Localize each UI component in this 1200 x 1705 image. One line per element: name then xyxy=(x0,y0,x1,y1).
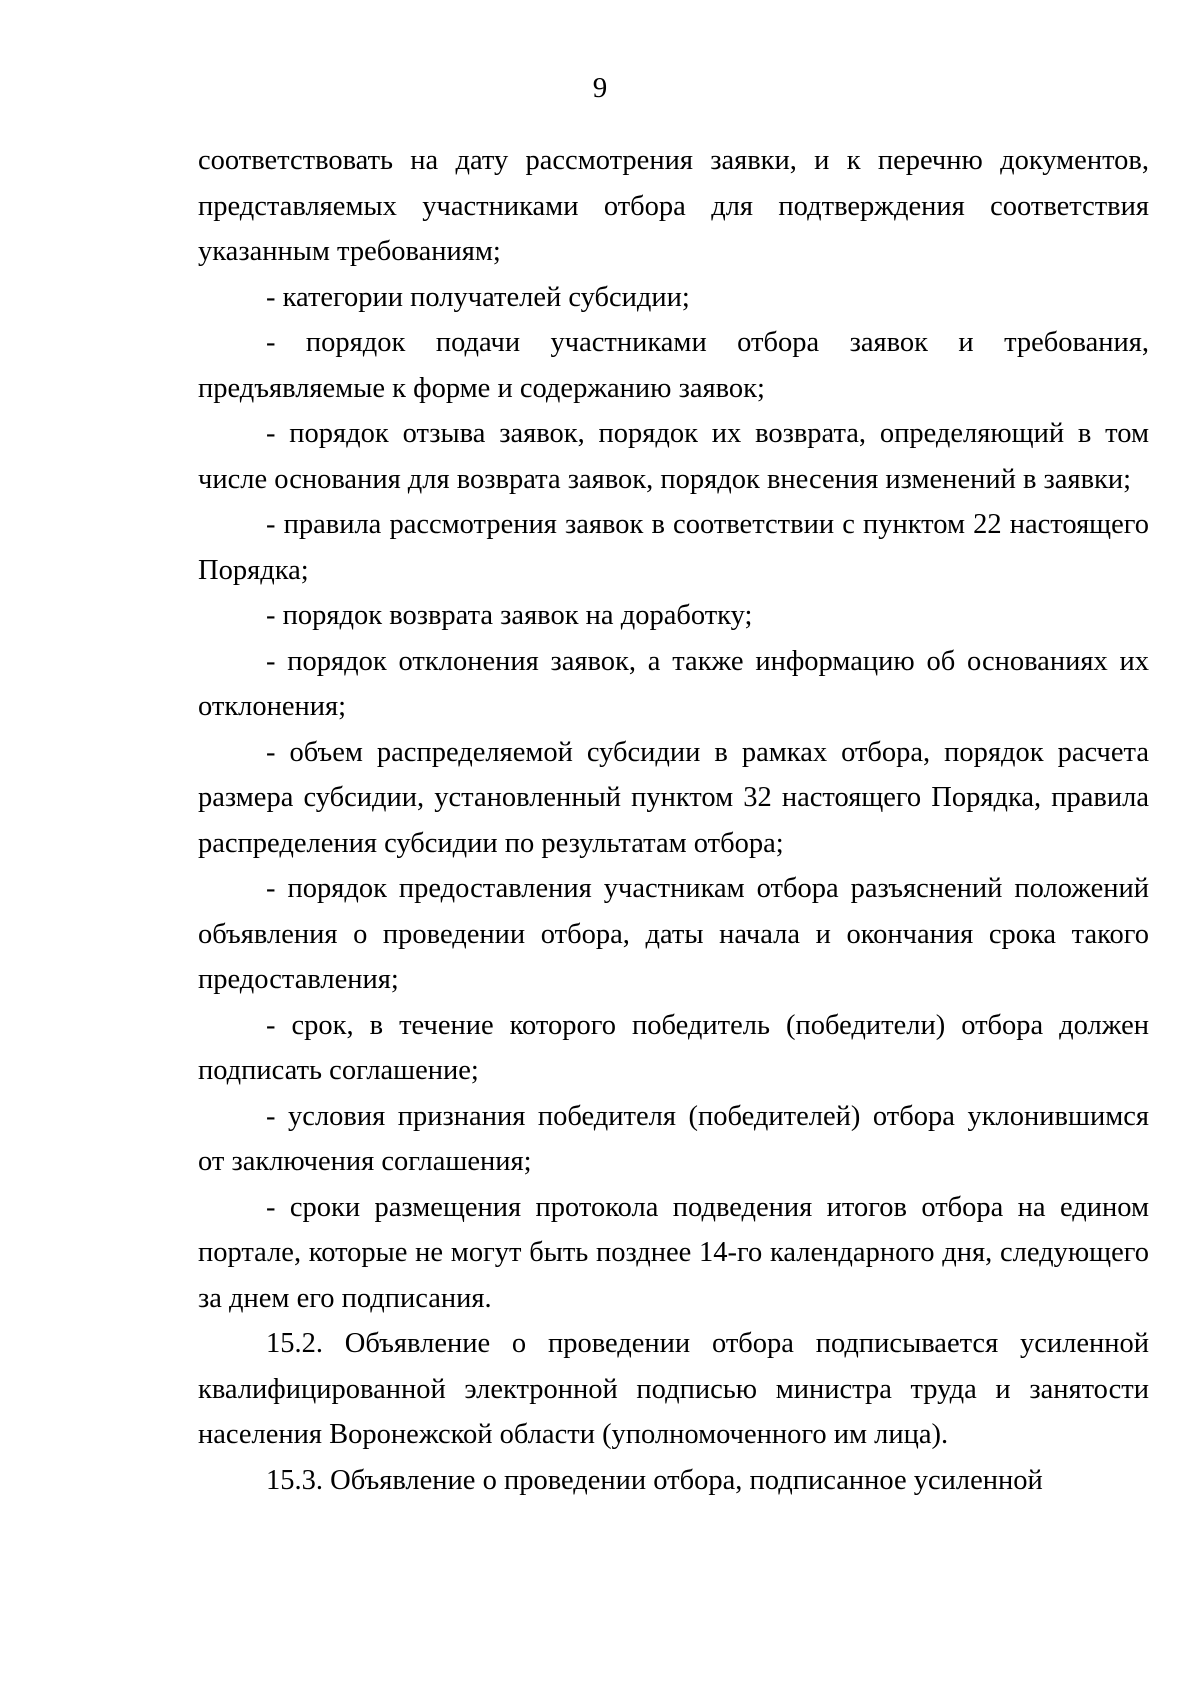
list-item-withdrawal-procedure: - порядок отзыва заявок, порядок их возврата, определяющий в том числе основания для возврата заявок, порядок внесения изменений в заявки; xyxy=(198,418,1149,495)
list-item-return-for-revision: - порядок возврата заявок на доработку; xyxy=(266,600,753,631)
list-item-submission-procedure: - порядок подачи участниками отбора заявок и требования, предъявляемые к форме и содержанию заявок; xyxy=(198,327,1149,404)
list-item-recipient-categories: - категории получателей субсидии; xyxy=(266,281,690,313)
paragraph-continuation: соответствовать на дату рассмотрения заявки, и к перечню документов, представляемых участниками отбора для подтверждения соответствия указанным требованиям; xyxy=(198,145,1149,267)
clause-15-3: 15.3. Объявление о проведении отбора, подписанное усиленной xyxy=(266,1464,1043,1496)
list-item-clarifications: - порядок предоставления участникам отбора разъяснений положений объявления о проведении отбора, даты начала и окончания срока такого предоставления; xyxy=(198,873,1149,995)
list-item-evasion-conditions: - условия признания победителя (победителей) отбора уклонившимся от заключения соглашения; xyxy=(198,1100,1149,1177)
list-item-protocol-publication: - сроки размещения протокола подведения итогов отбора на едином портале, которые не могут быть позднее 14-го календарного дня, следующего за днем его подписания. xyxy=(198,1191,1149,1314)
document-body xyxy=(198,138,1149,1503)
clause-15-2: 15.2. Объявление о проведении отбора подписывается усиленной квалифицированной электронной подписью министра труда и занятости населения Воронежской области (уполномоченного им лица). xyxy=(198,1328,1149,1450)
list-item-subsidy-volume: - объем распределяемой субсидии в рамках отбора, порядок расчета размера субсидии, установленный пунктом 32 настоящего Порядка, правила распределения субсидии по результатам отбора; xyxy=(198,736,1149,859)
list-item-signing-deadline: - срок, в течение которого победитель (победители) отбора должен подписать соглашение; xyxy=(198,1009,1149,1086)
list-item-rejection-procedure: - порядок отклонения заявок, а также информацию об основаниях их отклонения; xyxy=(198,645,1149,722)
list-item-review-rules: - правила рассмотрения заявок в соответствии с пунктом 22 настоящего Порядка; xyxy=(198,509,1149,586)
page-number: 9 xyxy=(592,72,608,104)
